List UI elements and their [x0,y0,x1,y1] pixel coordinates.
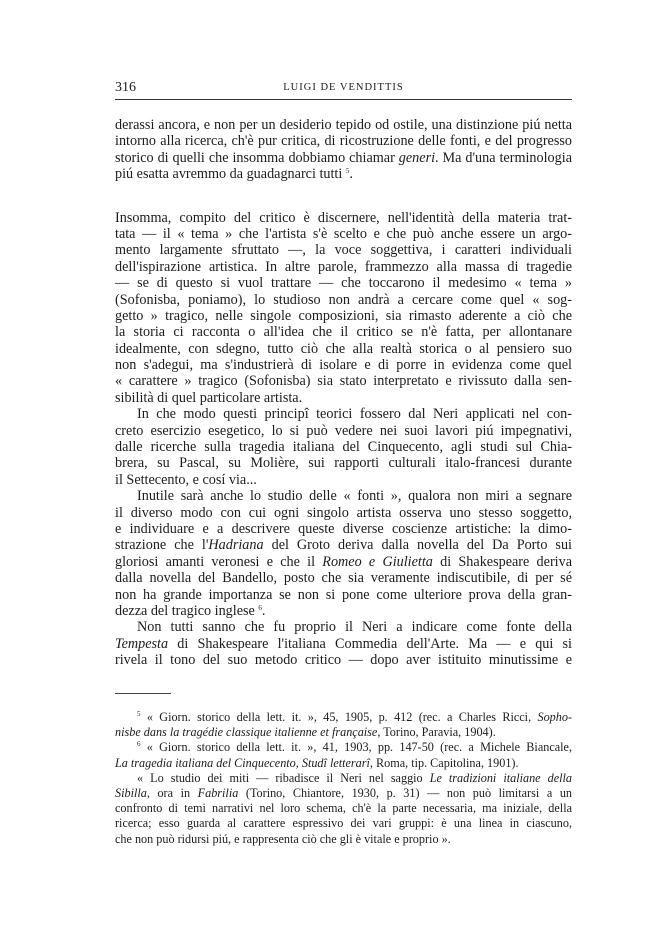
footnote-rule [115,693,171,694]
paragraph [115,619,572,668]
text-run: strazione che l' [115,537,209,554]
text-line [115,636,572,652]
text-run: il diverso modo con cui ogni singolo artista osserva uno stesso soggetto, [115,504,572,521]
text-run: del Groto deriva dalla novella del Da Porto sui [263,537,572,554]
text-run: « Giorn. storico della lett. it. », 45, 1905, p. 412 (rec. a Charles Ricci, [140,710,538,724]
footnote-line [115,816,572,831]
italic-text: Fabrilia [197,785,239,800]
text-line [115,521,572,537]
footnote [115,710,572,740]
footnote-line [115,771,572,786]
paragraph [115,210,572,407]
text-line [115,259,572,275]
footnote-marker: 5 [137,710,141,718]
paragraph [115,488,572,619]
text-run: confronto di temi narrativi nel loro schema, ch'è la parte necessaria, ma iniziale, della [115,801,572,816]
text-run: sibilità di quel particolare artista. [115,389,303,406]
footnote [115,740,572,770]
italic-text: Le tradizioni italiane della [429,770,572,785]
text-run: In che modo questi principî teorici fossero dal Neri applicati nel con- [137,406,572,423]
text-run: gloriosi amanti veronesi e che il [115,553,323,570]
text-run: , Roma, tip. Capitolina, 1901). [369,755,519,770]
text-line [115,150,572,166]
text-run: . [349,166,353,183]
text-line [115,570,572,586]
italic-text: Sibilla [115,785,147,800]
text-run: « carattere » tragico (Sofonisba) sia stato interpretato e rivissuto dalla sen- [115,373,572,390]
text-run: ricerca; esso guarda al carattere espressivo dei vari gruppi: è una linea in ciascuno, [115,816,572,831]
body-text [115,117,572,669]
text-line [115,587,572,603]
text-run: dezza del tragico inglese [115,602,259,619]
text-run: la storia ci racconta o all'idea che il critico se n'è fatta, per allontanare [115,324,572,341]
text-line [115,652,572,668]
text-line [115,373,572,389]
text-line [115,226,572,242]
text-line [115,423,572,439]
italic-text: La tragedia italiana del Cinquecento, Studî letterarî [115,755,370,770]
text-line [115,439,572,455]
text-run: di Shakespeare deriva [432,553,572,570]
footnote-marker: 6 [137,740,141,749]
italic-text: Hadriana [208,537,264,554]
text-line [115,537,572,553]
footnotes [115,710,572,847]
text-run: piú esatta avremmo da guadagnarci tutti [115,166,346,183]
footnote [115,771,572,847]
italic-text: Tempesta [115,635,169,652]
text-run: Inutile sarà anche lo studio delle « fonti », qualora non miri a segnare [137,488,572,505]
footnote-line [115,786,572,801]
text-run: di Shakespeare l'italiana Commedia dell'Arte. Ma — e qui si [168,635,572,652]
italic-text: Sopho- [537,710,572,724]
text-run: , Torino, Paravia, 1904). [377,725,496,740]
text-run: . Ma d'una terminologia [435,149,572,166]
text-run: che non può ridursi piú, e rappresenta ciò che gli è vitale e proprio ». [115,831,451,846]
header-rule [115,99,572,100]
text-line [115,308,572,324]
text-run: (Torino, Chiantore, 1930, p. 31) — non può limitarsi a un [238,785,573,800]
footnote-marker: 5 [345,167,350,176]
text-line [115,166,572,182]
text-run: — se di questo si vuol trattare — che toccarono il medesimo « tema » [115,275,572,292]
text-line [115,133,572,149]
text-run: non s'adegui, ma s'industrierà di isolare e di porre in evidenza come quel [115,357,572,374]
text-line [115,117,572,133]
footnote-line [115,710,572,725]
text-line [115,275,572,291]
text-run: idealmente, con sdegno, tutto ciò che alla realtà storica o al pensiero suo [115,340,572,357]
italic-text: Romeo e Giulietta [322,553,433,570]
text-run: dell'ispirazione artistica. In altre parole, frammezzo alla massa di tragedie [115,258,572,275]
text-run: intorno alla ricerca, ch'è pur critica, di ricostruzione delle fonti, e del progresso [115,133,572,150]
text-run: Insomma, compito del critico è discernere, nell'identità della materia trat- [115,209,572,226]
text-run: Non tutti sanno che fu proprio il Neri a indicare come fonte della [137,619,572,636]
text-run: , ora in [146,785,198,800]
text-run: (Sofonisba, poniamo), lo studioso non andrà a cercare come quel « sog- [115,291,572,308]
text-run: getto » tragico, nelle singole composizioni, sia rimasto aderente a ciò che [115,307,572,324]
text-run: non ha grande importanza se non si pone come ulteriore prova della gran- [115,586,572,603]
footnote-line [115,756,572,771]
text-run: creto esercizio esegetico, lo si può vedere nei suoi lavori piú impegnativi, [115,422,572,439]
text-run: « Lo studio dei miti — ribadisce il Neri nel saggio [137,770,430,785]
page-number: 316 [115,80,136,95]
text-line [115,292,572,308]
text-run: e individuare e a descrivere queste diverse coscienze artistiche: la dimo- [115,520,572,537]
text-line [115,357,572,373]
running-header [115,80,572,98]
text-line [115,554,572,570]
footnote-line [115,740,572,755]
text-line [115,390,572,406]
footnote-marker: 6 [258,603,262,612]
text-run: il Settecento, e cosí via... [115,471,257,488]
text-line [115,324,572,340]
text-line [115,619,572,635]
footnote-line [115,725,572,740]
text-line [115,455,572,471]
running-head-author: LUIGI DE VENDITTIS [283,82,404,93]
italic-text: generi [398,149,436,166]
text-line [115,210,572,226]
paragraph [115,406,572,488]
text-run: mento largamente sfruttato —, la voce soggettiva, i caratteri individuali [115,242,572,259]
italic-text: nisbe dans la tragédie classique italienne et française [115,725,378,740]
text-run: « Giorn. storico della lett. it. », 41, 1903, pp. 147-50 (rec. a Michele Biancale, [140,740,572,755]
text-run: tata — il « tema » che l'artista s'è scelto e che può anche essere un argo- [115,225,572,242]
text-line [115,505,572,521]
text-run: brera, su Pascal, su Molière, sui rapporti culturali italo-francesi durante [115,455,572,472]
footnote-line [115,832,572,847]
text-line [115,341,572,357]
text-line [115,242,572,258]
text-line [115,488,572,504]
text-run: storico di quelli che insomma dobbiamo chiamar [115,149,399,166]
text-run: rivela il tono del suo metodo critico — dopo aver istituito minutissime e [115,652,572,669]
text-line [115,603,572,619]
text-run: derassi ancora, e non per un desiderio tepido od ostile, una distinzione piú netta [115,117,572,133]
footnote-line [115,801,572,816]
text-line [115,472,572,488]
paragraph [115,117,572,183]
text-run: dalle ricerche sulla tragedia italiana del Cinquecento, agli studi sul Chia- [115,439,572,456]
text-line [115,406,572,422]
text-run: dalla novella del Bandello, posto che sia veramente indiscutibile, di per sé [115,570,572,587]
text-run: . [261,602,266,619]
